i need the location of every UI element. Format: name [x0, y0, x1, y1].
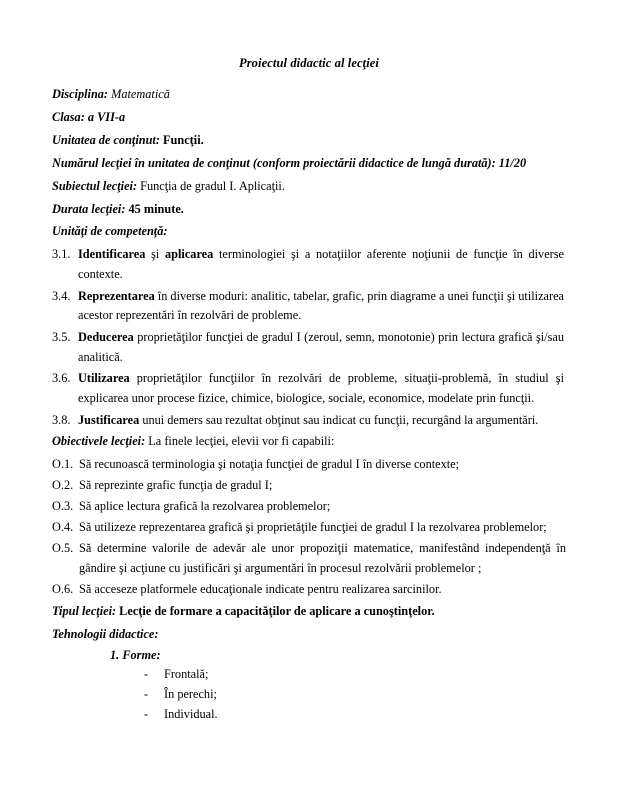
field-tehnologii-didactice — [52, 625, 566, 645]
competence-body: în diverse moduri: analitic, tabelar, grafic, prin diagrame a unei funcţii şi utilizarea acestor reprezentări în rezolvări de probleme. — [78, 288, 564, 323]
competence-keyword: Justificarea — [78, 412, 140, 427]
competence-text — [78, 369, 566, 408]
form-item-label: Individual. — [164, 707, 218, 722]
objective-number: O.5. — [52, 540, 74, 555]
field-clasa-label: Clasa: a VII-a — [52, 109, 126, 124]
field-unitatea-continut-value: Funcţii. — [163, 132, 204, 147]
objectives-list — [52, 455, 566, 599]
field-durata-lectiei — [52, 200, 566, 220]
competence-text — [78, 287, 566, 326]
objectives-header-value: La finele lecţiei, elevii vor fi capabili: — [148, 434, 335, 449]
objective-number: O.4. — [52, 520, 74, 535]
field-disciplina-label: Disciplina: — [52, 87, 109, 101]
objective-number: O.3. — [52, 499, 74, 514]
competence-text — [78, 328, 566, 367]
objective-text: Să determine valorile de adevăr ale unor propoziţii matematice, manifestând independenţă în gândire şi acţiune cu justificări şi argumentări în procesul rezolvării problemelor ; — [79, 540, 566, 575]
field-disciplina — [52, 85, 566, 105]
objective-number: O.2. — [52, 478, 74, 493]
objective-text: Să aplice lectura grafică la rezolvarea problemelor; — [79, 499, 331, 514]
competence-number: 3.1. — [52, 247, 71, 262]
page-title: Proiectul didactic al lecţiei — [238, 56, 379, 70]
field-tipul-lectiei — [52, 602, 566, 622]
objective-number: O.6. — [52, 581, 74, 596]
competence-number: 3.8. — [52, 412, 71, 427]
form-item-label: În perechi; — [164, 687, 217, 702]
objective-text: Să reprezinte grafic funcţia de gradul I; — [79, 478, 273, 493]
competence-keyword: Identificarea — [78, 247, 146, 262]
objective-text: Să acceseze platformele educaţionale indicate pentru realizarea sarcinilor. — [79, 581, 442, 596]
objectives-header-label: Obiectivele lecţiei: — [52, 434, 146, 449]
field-numarul-lectiei-label: Numărul lecţiei în unitatea de conţinut (conform proiectării didactice de lungă durată): 11/20 — [52, 155, 527, 170]
forms-list — [52, 665, 566, 725]
field-unitati-competenta — [52, 222, 566, 242]
competence-number: 3.5. — [52, 330, 71, 345]
list-item — [52, 476, 566, 496]
list-item — [144, 685, 566, 705]
field-subiectul-lectiei-value: Funcţia de gradul I. Aplicaţii. — [140, 178, 285, 193]
list-item — [52, 245, 566, 284]
field-tipul-lectiei-label: Tipul lecţiei: — [52, 603, 117, 618]
competence-number: 3.4. — [52, 288, 71, 303]
field-durata-lectiei-value: 45 minute. — [128, 201, 184, 216]
list-item — [52, 455, 566, 475]
field-clasa — [52, 108, 566, 128]
field-numarul-lectiei — [52, 154, 566, 174]
list-item — [52, 518, 566, 538]
competence-body: terminologiei şi a notaţiilor aferente noţiunii de funcţie în diverse contexte. — [78, 247, 564, 282]
field-tehnologii-didactice-label: Tehnologii didactice: — [52, 626, 159, 641]
list-item — [52, 411, 566, 431]
list-item — [52, 287, 566, 326]
objective-text: Să recunoască terminologia şi notaţia funcţiei de gradul I în diverse contexte; — [79, 457, 460, 472]
competence-keyword: Utilizarea — [78, 371, 130, 386]
list-item — [52, 539, 566, 579]
field-tipul-lectiei-value: Lecţie de formare a capacităţilor de aplicare a cunoştinţelor. — [119, 603, 435, 618]
field-unitatea-continut-label: Unitatea de conţinut: — [52, 132, 160, 147]
field-subiectul-lectiei — [52, 177, 566, 197]
forms-label: Forme: — [122, 648, 161, 663]
dash-bullet-icon: - — [144, 707, 149, 722]
competence-keyword: Reprezentarea — [78, 288, 155, 303]
competence-body: proprietăţilor funcţiei de gradul I (zeroul, semn, monotonie) prin lectura grafică şi/sau analitică. — [78, 330, 564, 364]
dash-bullet-icon: - — [144, 667, 149, 682]
competence-text — [78, 245, 566, 284]
list-item — [52, 580, 566, 600]
objective-number: O.1. — [52, 457, 74, 472]
forms-heading — [110, 648, 566, 663]
competence-keyword-2: aplicarea — [165, 247, 214, 262]
competence-number: 3.6. — [52, 371, 71, 386]
field-disciplina-value: Matematică — [111, 87, 170, 101]
competence-text — [78, 411, 566, 431]
competence-body: proprietăţilor funcţiilor în rezolvări de probleme, situaţii-problemă, în studiul şi explicarea unor procese fizice, chimice, biologice, sociale, economice, modelate prin funcţii. — [78, 371, 564, 406]
field-subiectul-lectiei-label: Subiectul lecţiei: — [52, 178, 138, 193]
form-item-label: Frontală; — [164, 667, 209, 682]
objectives-header — [52, 432, 566, 452]
field-unitatea-continut — [52, 131, 566, 151]
list-item — [52, 497, 566, 517]
competence-mid: şi — [145, 247, 166, 262]
competence-body: unui demers sau rezultat obţinut sau indicat cu funcţii, recurgând la argumentări. — [139, 412, 539, 427]
field-unitati-competenta-label: Unităţi de competenţă: — [52, 224, 168, 239]
objective-text: Să utilizeze reprezentarea grafică şi proprietăţile funcţiei de gradul I la rezolvarea problemelor; — [79, 520, 547, 535]
list-item — [144, 665, 566, 685]
field-durata-lectiei-label: Durata lecţiei: — [52, 201, 126, 216]
dash-bullet-icon: - — [144, 687, 149, 702]
competences-list — [52, 245, 566, 430]
competence-keyword: Deducerea — [78, 330, 134, 345]
list-item — [144, 705, 566, 725]
forms-number: 1. — [110, 648, 120, 663]
list-item — [52, 369, 566, 408]
list-item — [52, 328, 566, 367]
